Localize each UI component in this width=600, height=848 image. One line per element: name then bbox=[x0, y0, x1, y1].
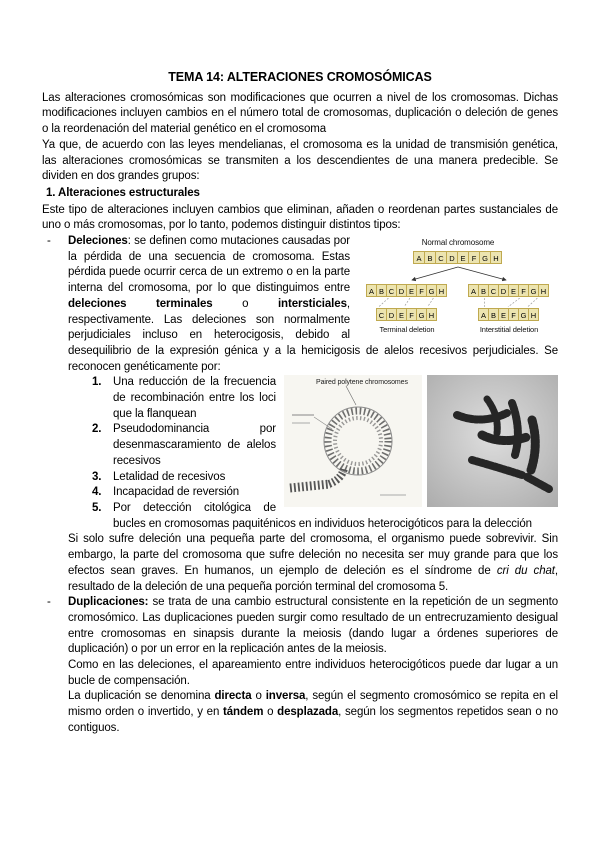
branch-arrows-icon bbox=[358, 264, 558, 284]
figure-polytene-and-micrograph bbox=[284, 375, 558, 507]
polytene-loop-diagram-image bbox=[284, 375, 422, 507]
section-heading-text: Alteraciones estructurales bbox=[58, 186, 200, 199]
chromosome-segment: A bbox=[478, 308, 489, 321]
chromosome-row-interstitial-before bbox=[460, 284, 558, 297]
chromosome-segment: G bbox=[518, 308, 529, 321]
list-item-number: 1. bbox=[92, 376, 102, 389]
naming-bold-1: directa bbox=[214, 690, 252, 703]
naming-text-4: o bbox=[263, 706, 278, 719]
figure-deletion-diagram bbox=[358, 236, 558, 339]
chromosome-segment: E bbox=[457, 251, 469, 264]
terminal-deletion-caption: Terminal deletion bbox=[379, 325, 435, 335]
chromosome-segment: E bbox=[396, 308, 407, 321]
deleciones-text-1: : se definen como mutaciones causadas por la pérdida de una secuencia de cromosoma. Estas pérdida puede ocurrir cerca de un extremo o en la parte interna del cromosoma, por lo que distinguimos entre bbox=[68, 235, 350, 295]
list-item-number: 2. bbox=[92, 423, 102, 436]
naming-bold-3: tándem bbox=[223, 706, 264, 719]
chromosome-segment: C bbox=[386, 284, 397, 297]
deleciones-bold-1: deleciones terminales bbox=[68, 297, 213, 310]
list-item-number: 5. bbox=[92, 501, 102, 514]
deleciones-bold-2: intersticiales bbox=[277, 297, 347, 310]
chromosome-segment: B bbox=[424, 251, 436, 264]
chromosome-segment: E bbox=[508, 284, 519, 297]
chromosome-segment: H bbox=[528, 308, 539, 321]
chromosome-segment: F bbox=[406, 308, 417, 321]
list-item-number: 4. bbox=[92, 486, 102, 499]
deleciones-term: Deleciones bbox=[68, 235, 128, 248]
page-title: TEMA 14: ALTERACIONES CROMOSÓMICAS bbox=[168, 70, 432, 84]
naming-text-2: o bbox=[251, 690, 266, 703]
naming-text-5: , según los segmentos repetidos sean o no contiguos. bbox=[68, 706, 558, 734]
chromosome-row-normal bbox=[358, 251, 558, 264]
chromosome-row-terminal-after bbox=[358, 308, 456, 321]
naming-paragraph bbox=[68, 689, 558, 736]
chromosome-segment: A bbox=[468, 284, 479, 297]
interstitial-deletion-caption: Interstitial deletion bbox=[479, 325, 539, 335]
chromosome-row-interstitial-after bbox=[460, 308, 558, 321]
chromosome-segment: H bbox=[426, 308, 437, 321]
chromosome-segment: F bbox=[508, 308, 519, 321]
section-number: 1. bbox=[46, 186, 56, 199]
effects-list bbox=[92, 375, 558, 532]
naming-text-1: La duplicación se denomina bbox=[68, 690, 215, 703]
list-item-text: Incapacidad de reversión bbox=[113, 486, 240, 499]
chromosome-segment: B bbox=[488, 308, 499, 321]
list-item-text: Una reducción de la frecuencia de recombinación entre los loci que la flanquean bbox=[113, 376, 276, 420]
section-heading-structural bbox=[42, 186, 558, 202]
mapping-dashes-icon bbox=[465, 297, 553, 308]
chromosome-segment: A bbox=[413, 251, 425, 264]
naming-text-3: , según el segmento cromosómico se repita en el mismo orden o invertido, y en bbox=[68, 690, 558, 719]
chromosome-segment: F bbox=[518, 284, 529, 297]
list-item-number: 3. bbox=[92, 470, 102, 483]
interstitial-deletion-column bbox=[460, 284, 558, 335]
bullet-duplicaciones bbox=[42, 595, 558, 658]
list-item-text: Letalidad de recesivos bbox=[113, 470, 226, 483]
bullet-dash: - bbox=[47, 235, 51, 248]
deletion-figure-title: Normal chromosome bbox=[421, 238, 495, 248]
chromosome-segment: H bbox=[436, 284, 447, 297]
chromosome-segment: E bbox=[498, 308, 509, 321]
chromosome-segment: E bbox=[406, 284, 417, 297]
chromosome-segment: D bbox=[396, 284, 407, 297]
survival-text-1: Si solo sufre deleción una pequeña parte del cromosoma, el organismo puede sobrevivir. Sin embargo, la parte del cromosoma que sufre deleción no necesita ser muy grande para que los efectos sean graves. En humanos, un ejemplo de deleción es el síndrome de bbox=[68, 533, 558, 577]
list-item-text: Pseudodominancia por desenmascaramiento de alelos recesivos bbox=[113, 423, 276, 467]
chromosome-segment: A bbox=[366, 284, 377, 297]
bullet-dash: - bbox=[47, 596, 51, 609]
chromosome-segment: H bbox=[490, 251, 502, 264]
intro-paragraph-1: Las alteraciones cromosómicas son modificaciones que ocurren a nivel de los cromosomas. Dichas modificaciones incluyen cambios en el número total de cromosomas, duplicación o deleción de genes o la reordenación del material genético en el cromosoma bbox=[42, 91, 558, 136]
intro-paragraph-2: Ya que, de acuerdo con las leyes mendelianas, el cromosoma es la unidad de transmisión genética, las alteraciones cromosómicas se transmiten a los descendientes de una manera predecible. Se dividen en dos grandes grupos: bbox=[42, 138, 558, 183]
naming-bold-4: desplazada bbox=[277, 706, 339, 719]
chromosome-segment: G bbox=[426, 284, 437, 297]
bullet-deleciones bbox=[42, 234, 558, 375]
chromosome-segment: F bbox=[416, 284, 427, 297]
compensation-paragraph: Como en las deleciones, el apareamiento entre individuos heterocigóticos puede dar lugar a un bucle de compensación. bbox=[68, 659, 558, 687]
duplicaciones-text-1: se trata de una cambio estructural consistente en la repetición de un segmento cromosómico. Las duplicaciones pueden surgir como resultado de un entrecruzamiento desigual entre cromosomas en sinapsis durante la meiosis (dando lugar a órdenes superiores de duplicación) o por un error en la replicación antes de la meiosis. bbox=[68, 596, 558, 656]
deletion-variants bbox=[358, 284, 558, 335]
chromosome-row-terminal-before bbox=[358, 284, 456, 297]
deleciones-text-3: , respectivamente. Las deleciones son normalmente perjudiciales incluso en heterocigosis, debido al desequilibrio de la expresión génica y a la hemicigosis de alelos recesivos perjudiciales. Se reconocen genéticamente por: bbox=[68, 297, 558, 373]
polytene-caption: Paired polytene chromosomes bbox=[316, 379, 408, 387]
chromosome-segment: F bbox=[468, 251, 480, 264]
chromosome-segment: D bbox=[446, 251, 458, 264]
mapping-dashes-icon bbox=[363, 297, 451, 308]
deleciones-text-2: o bbox=[212, 297, 278, 310]
chromosome-segment: B bbox=[478, 284, 489, 297]
duplicaciones-term: Duplicaciones: bbox=[68, 596, 149, 609]
chromosome-segment: D bbox=[498, 284, 509, 297]
list-item-text: Por detección citológica de bucles en cromosomas paquiténicos en individuos heterocigóticos para la delección bbox=[113, 501, 532, 530]
chromosome-segment: G bbox=[528, 284, 539, 297]
chromosome-segment: B bbox=[376, 284, 387, 297]
chromosome-segment: D bbox=[386, 308, 397, 321]
chromosome-segment: C bbox=[488, 284, 499, 297]
naming-bold-2: inversa bbox=[265, 690, 306, 703]
terminal-deletion-column bbox=[358, 284, 456, 335]
survival-text-2: , resultado de la deleción de una pequeña porción terminal del cromosoma 5. bbox=[68, 564, 559, 593]
chromosome-micrograph-image bbox=[427, 375, 558, 507]
survival-italic: cri du chat bbox=[496, 564, 555, 577]
survival-paragraph bbox=[68, 532, 558, 595]
chromosome-segment: C bbox=[435, 251, 447, 264]
chromosome-segment: G bbox=[416, 308, 427, 321]
chromosome-segment: G bbox=[479, 251, 491, 264]
chromosome-segment: C bbox=[376, 308, 387, 321]
section-intro-paragraph: Este tipo de alteraciones incluyen cambios que eliminan, añaden o reordenan partes sustanciales de uno o más cromosomas, por lo tanto, podemos distinguir distintos tipos: bbox=[42, 203, 558, 232]
chromosome-segment: H bbox=[538, 284, 549, 297]
